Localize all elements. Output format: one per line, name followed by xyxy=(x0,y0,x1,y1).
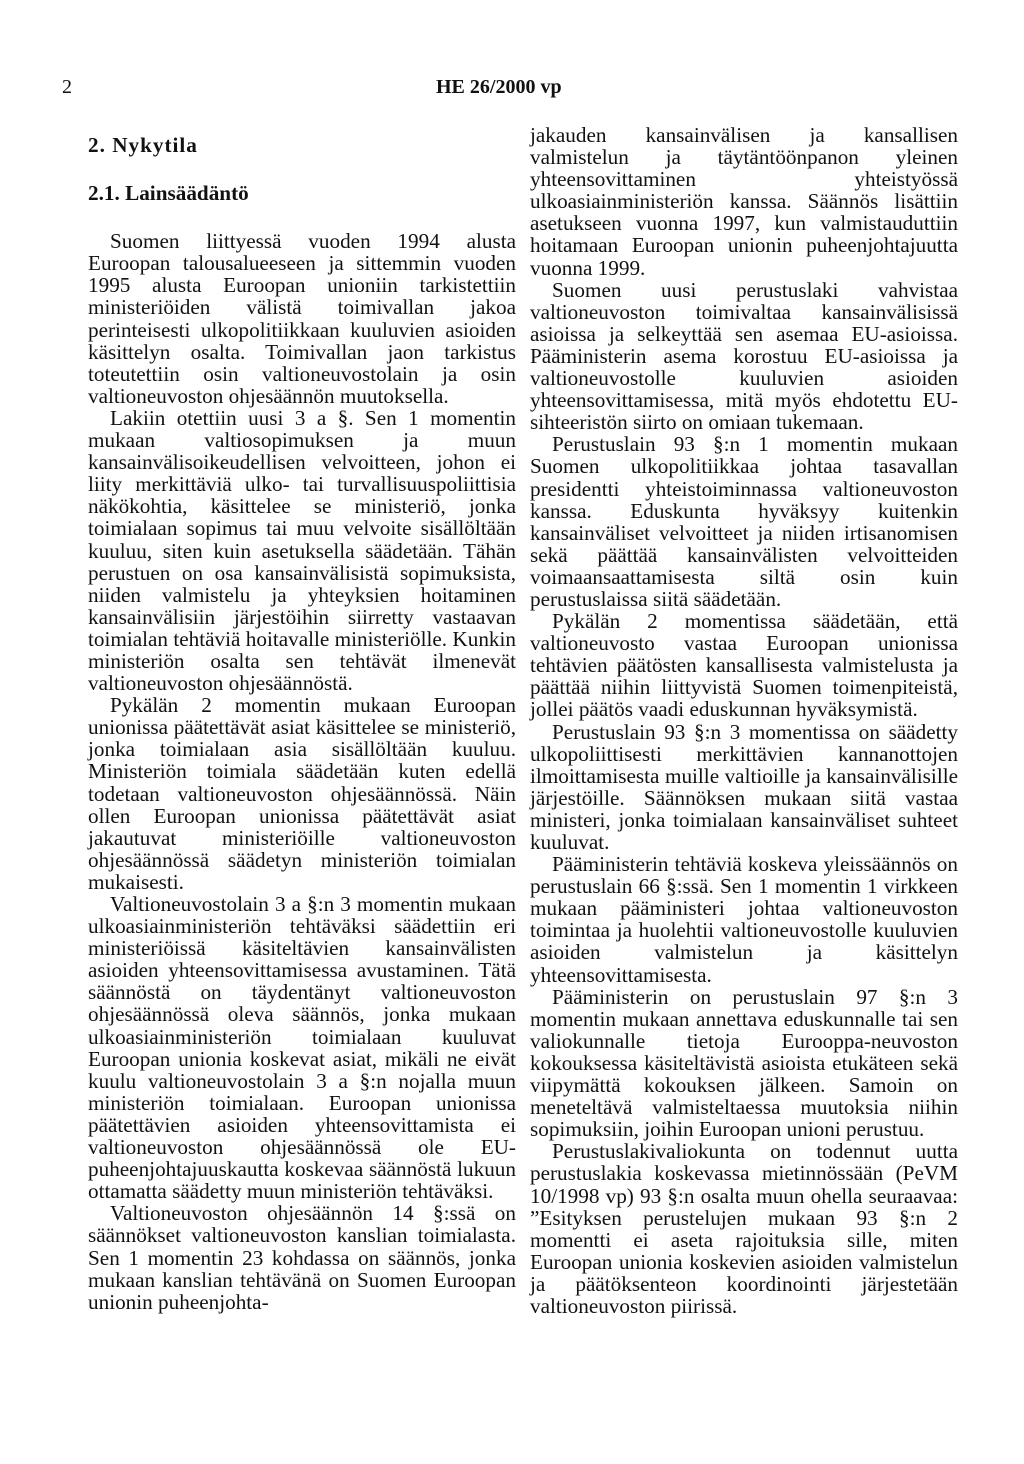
paragraph: Perustuslain 93 §:n 1 momentin mukaan Suomen ulkopolitiikkaa johtaa tasavallan presidentti yhteistoiminnassa valtioneuvoston kanssa. Eduskunta hyväksyy kuitenkin kansainväliset velvoitteet ja niiden irtisanomisen sekä päättää kansainvälisten velvoitteiden voimaansaattamisesta siltä osin kuin perustuslaissa siitä säädetään. xyxy=(530,432,958,611)
paragraph: Pykälän 2 momentissa säädetään, että valtioneuvosto vastaa Euroopan unionissa tehtävien päätösten kansallisesta valmistelusta ja päättää niihin liittyvistä Suomen toimenpiteistä, jollei päätös vaadi eduskunnan hyväksymistä. xyxy=(530,609,958,722)
paragraph-continued: jakauden kansainvälisen ja kansallisen valmistelun ja täytäntöönpanon yleinen yhteensovittaminen yhteistyössä ulkoasiainministeriön kanssa. Säännös lisättiin asetukseen vuonna 1997, kun valmistauduttiin hoitamaan Euroopan unionin puheenjohtajuutta vuonna 1999. xyxy=(530,123,958,280)
paragraph: Valtioneuvoston ohjesäännön 14 §:ssä on säännökset valtioneuvoston kanslian toimialasta. Sen 1 momentin 23 kohdassa on säännös, jonka mukaan kanslian tehtävänä on Suomen Euroopan unionin puheenjohta- xyxy=(88,1201,516,1314)
paragraph: Perustuslain 93 §:n 3 momentissa on säädetty ulkopoliittisesti merkittävien kannanottojen ilmoittamisesta muille valtioille ja kansainvälisille järjestöille. Säännöksen mukaan siitä vastaa ministeri, jonka toimialaan kansainväliset suhteet kuuluvat. xyxy=(530,719,958,854)
paragraph: Pykälän 2 momentin mukaan Euroopan unionissa päätettävät asiat käsittelee se ministeriö, jonka toimialaan asia sisällöltään kuuluu. Ministeriön toimiala säädetään kuten edellä todetaan valtioneuvoston ohjesäännössä. Näin ollen Euroopan unionissa päätettävät asiat jakautuvat ministeriöille valtioneuvoston ohjesäännössä säädetyn ministeriön toimialan mukaisesti. xyxy=(88,693,516,894)
paragraph: Valtioneuvostolain 3 a §:n 3 momentin mukaan ulkoasiainministeriön tehtäväksi säädettiin eri ministeriöissä käsiteltävien kansainvälisten asioiden yhteensovittamisessa avustaminen. Tätä säännöstä on täydentänyt valtioneuvoston ohjesäännössä oleva säännös, jonka mukaan ulkoasiainministeriön toimialaan kuuluvat Euroopan unionia koskevat asiat, mikäli ne eivät kuulu valtioneuvostolain 3 a §:n nojalla muun ministeriön toimialaan. Euroopan unionissa päätettävien asioiden yhteensovittamista ei valtioneuvoston ohjesäännössä ole EU-puheenjohtajuuskautta koskevaa säännöstä lukuun ottamatta säädetty muun ministeriön tehtäväksi. xyxy=(88,892,516,1204)
paragraph: Suomen uusi perustuslaki vahvistaa valtioneuvoston toimivaltaa kansainvälisissä asioissa ja selkeyttää sen asemaa EU-asioissa. Pääministerin asema korostuu EU-asioissa ja valtioneuvostolle kuuluvien asioiden yhteensovittamisessa, mitä myös ehdotettu EU-sihteeristön siirto on omiaan tukemaan. xyxy=(530,277,958,435)
paragraph: Pääministerin on perustuslain 97 §:n 3 momentin mukaan annettava eduskunnalle tai sen valiokunnalle tietoja Eurooppa-neuvoston kokouksessa käsiteltävistä asioista etukäteen sekä viipymättä kokouksen jälkeen. Samoin on meneteltävä valmisteltaessa muutoksia niihin sopimuksiin, joihin Euroopan unioni perustuu. xyxy=(530,984,958,1142)
page-number: 2 xyxy=(62,76,72,98)
left-column xyxy=(88,124,516,1313)
subsection-title: 2.1. Lainsäädäntö xyxy=(88,181,249,206)
paragraph: Suomen liittyessä vuoden 1994 alusta Euroopan talousalueeseen ja sittemmin vuoden 1995 alusta Euroopan unioniin tarkistettiin ministeriöiden välistä toimivallan jakoa perinteisesti ulkopolitiikkaan kuuluvien asioiden käsittelyn osalta. Toimivallan jaon tarkistus toteutettiin osin valtioneuvostolain ja osin valtioneuvoston ohjesäännön muutoksella. xyxy=(88,229,516,408)
section-title: 2. Nykytila xyxy=(88,133,198,157)
running-head: HE 26/2000 vp xyxy=(436,76,562,98)
paragraph: Lakiin otettiin uusi 3 a §. Sen 1 momentin mukaan valtiosopimuksen ja muun kansainvälisoikeudellisen velvoitteen, johon ei liity merkittäviä ulko- tai turvallisuuspoliittisia näkökohtia, käsittelee se ministeriö, jonka toimialaan sopimus tai muu velvoite sisällöltään kuuluu, siten kuin asetuksella säädetään. Tähän perustuen on osa kansainvälisistä sopimuksista, niiden valmistelu ja yhteyksien hoitaminen kansainvälisiin järjestöihin siirretty vastaavan toimialan tehtäviä hoitavalle ministeriölle. Kunkin ministeriön osalta sen tehtävät ilmenevät valtioneuvoston ohjesäännöstä. xyxy=(88,405,516,696)
paragraph: Perustuslakivaliokunta on todennut uutta perustuslakia koskevassa mietinnössään (PeVM 10/1998 vp) 93 §:n osalta muun ohella seuraavaa: ”Esityksen perustelujen mukaan 93 §:n 2 momentti ei aseta rajoituksia sille, miten Euroopan unionia koskevien asioiden valmistelun ja päätöksenteon koordinointi järjestetään valtioneuvoston piirissä. xyxy=(530,1139,958,1318)
paragraph: Pääministerin tehtäviä koskeva yleissäännös on perustuslain 66 §:ssä. Sen 1 momentin 1 virkkeen mukaan pääministeri johtaa valtioneuvoston toimintaa ja huolehtii valtioneuvostolle kuuluvien asioiden valmistelun ja käsittelyn yhteensovittamisesta. xyxy=(530,852,958,987)
right-column xyxy=(530,124,958,1317)
